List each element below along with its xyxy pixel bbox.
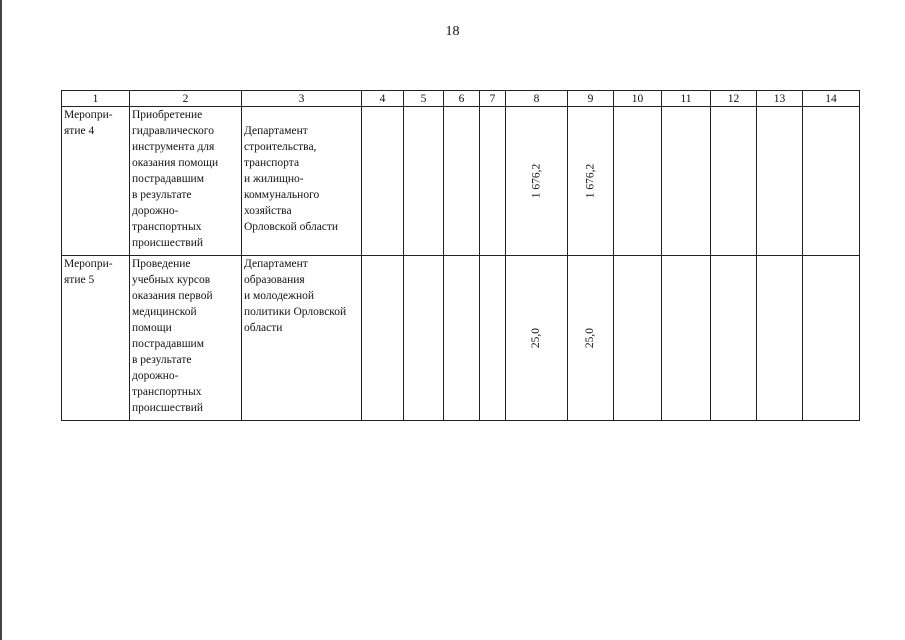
executor-cell: Департамент образования и молодежной политики Орловской области [242,256,362,421]
header-cell: 12 [711,91,757,107]
empty-cell [757,256,803,421]
header-cell: 4 [362,91,404,107]
amount-cell-col9: 1 676,2 [568,107,614,256]
header-cell: 7 [480,91,506,107]
empty-cell [444,256,480,421]
empty-cell [480,107,506,256]
empty-cell [662,256,711,421]
empty-cell [803,107,860,256]
header-cell: 8 [506,91,568,107]
header-cell: 10 [614,91,662,107]
empty-cell [362,107,404,256]
header-cell: 13 [757,91,803,107]
amount-cell-col8: 25,0 [506,256,568,421]
table-row [62,256,860,421]
empty-cell [362,256,404,421]
header-cell: 11 [662,91,711,107]
amount-cell-col8: 1 676,2 [506,107,568,256]
header-cell: 2 [130,91,242,107]
header-cell: 6 [444,91,480,107]
header-cell: 3 [242,91,362,107]
executor-cell: Департамент строительства, транспорта и жилищно- коммунального хозяйства Орловской области [242,107,362,256]
empty-cell [711,107,757,256]
event-cell: Меропри- ятие 4 [62,107,130,256]
amount-cell-col9: 25,0 [568,256,614,421]
table-row [62,107,860,256]
empty-cell [614,256,662,421]
empty-cell [444,107,480,256]
header-cell: 5 [404,91,444,107]
empty-cell [614,107,662,256]
empty-cell [480,256,506,421]
header-cell: 9 [568,91,614,107]
empty-cell [404,107,444,256]
empty-cell [757,107,803,256]
header-cell: 1 [62,91,130,107]
description-cell: Проведение учебных курсов оказания первой медицинской помощи пострадавшим в результате дорожно- транспортных происшествий [130,256,242,421]
program-table [61,90,860,421]
event-cell: Меропри- ятие 5 [62,256,130,421]
empty-cell [803,256,860,421]
empty-cell [404,256,444,421]
empty-cell [662,107,711,256]
header-cell: 14 [803,91,860,107]
page-edge-line [0,0,2,640]
table-header-row [62,91,860,107]
page-number: 18 [445,24,460,39]
description-cell: Приобретение гидравлического инструмента для оказания помощи пострадавшим в результате дорожно- транспортных происшествий [130,107,242,256]
empty-cell [711,256,757,421]
